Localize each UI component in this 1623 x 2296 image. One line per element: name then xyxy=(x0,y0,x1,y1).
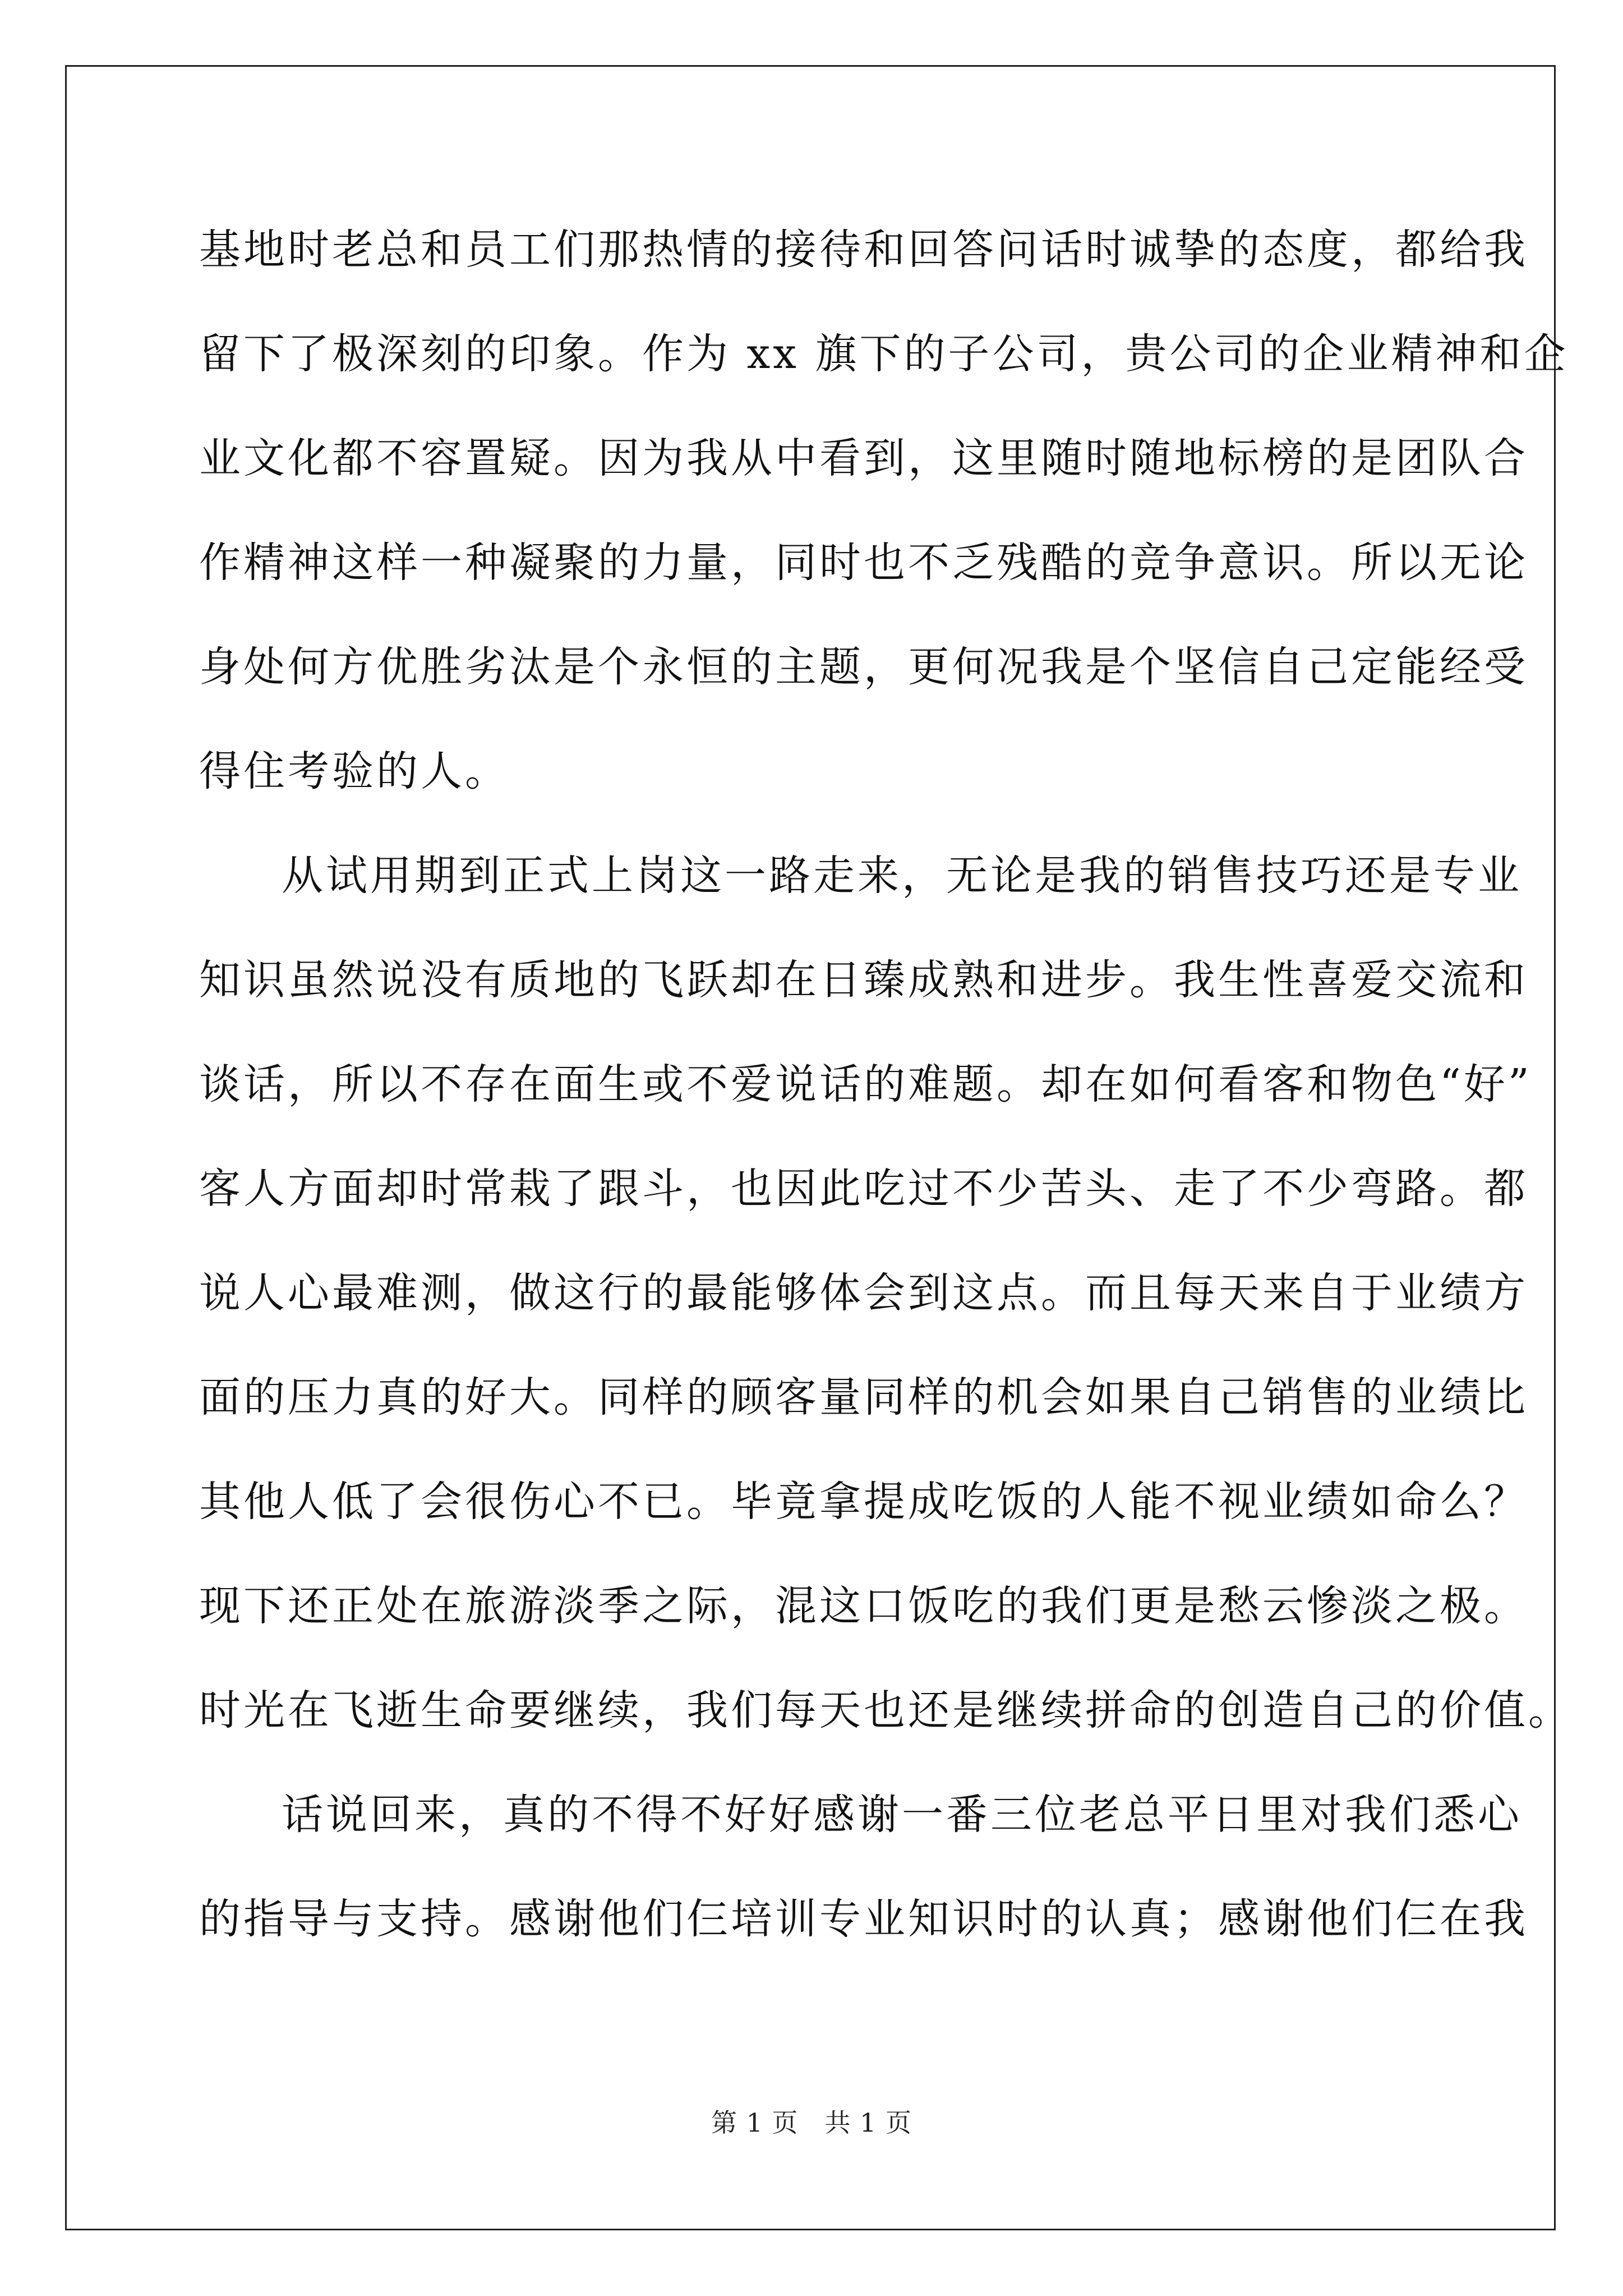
text-line: 业文化都不容置疑。因为我从中看到，这里随时随地标榜的是团队合 xyxy=(199,434,1528,482)
text-line: 面的压力真的好大。同样的顾客量同样的机会如果自己销售的业绩比 xyxy=(199,1373,1528,1421)
text-line: 身处何方优胜劣汰是个永恒的主题，更何况我是个坚信自己定能经受 xyxy=(199,643,1528,691)
page-total: 共 1 页 xyxy=(824,2108,912,2138)
text-line: 谈话，所以不存在面生或不爱说话的难题。却在如何看客和物色“好” xyxy=(199,1060,1532,1108)
text-line: 得住考验的人。 xyxy=(199,747,509,795)
document-body xyxy=(199,216,1573,1990)
text-line: 时光在飞逝生命要继续，我们每天也还是继续拼命的创造自己的价值。 xyxy=(199,1686,1573,1734)
text-line: 其他人低了会很伤心不已。毕竟拿提成吃饭的人能不视业绩如命么？ xyxy=(199,1478,1528,1526)
page-number: 第 1 页 xyxy=(711,2108,799,2138)
text-line: 知识虽然说没有质地的飞跃却在日臻成熟和进步。我生性喜爱交流和 xyxy=(199,956,1528,1004)
paragraph-start-line: 从试用期到正式上岗这一路走来，无论是我的销售技巧还是专业 xyxy=(282,852,1522,900)
paragraph-start-line: 话说回来，真的不得不好好感谢一番三位老总平日里对我们悉心 xyxy=(282,1791,1522,1839)
text-line: 基地时老总和员工们那热情的接待和回答问话时诚挚的态度，都给我 xyxy=(199,226,1528,274)
text-line: 客人方面却时常栽了跟斗，也因此吃过不少苦头、走了不少弯路。都 xyxy=(199,1165,1528,1213)
text-line: 作精神这样一种凝聚的力量，同时也不乏残酷的竞争意识。所以无论 xyxy=(199,539,1528,587)
text-line: 留下了极深刻的印象。作为 xx 旗下的子公司，贵公司的企业精神和企 xyxy=(199,330,1569,378)
text-line: 现下还正处在旅游淡季之际，混这口饭吃的我们更是愁云惨淡之极。 xyxy=(199,1582,1528,1630)
text-line: 说人心最难测，做这行的最能够体会到这点。而且每天来自于业绩方 xyxy=(199,1269,1528,1317)
page-footer xyxy=(0,2102,1623,2139)
text-line: 的指导与支持。感谢他们仨培训专业知识时的认真；感谢他们仨在我 xyxy=(199,1895,1528,1943)
